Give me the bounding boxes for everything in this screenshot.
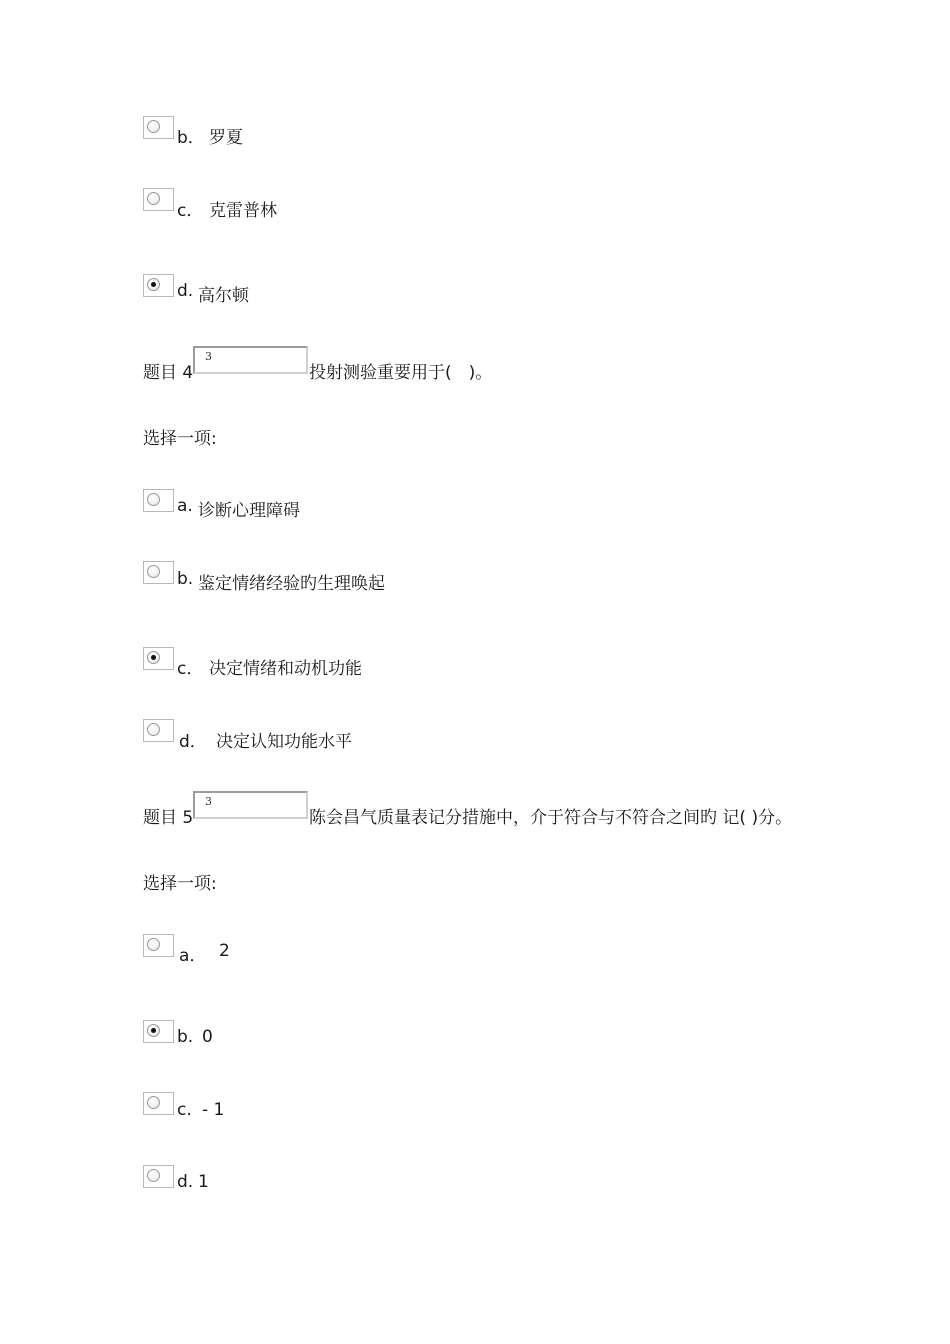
- q4-instruction: 选择一项:: [143, 429, 217, 449]
- q5-score-field[interactable]: 3: [193, 791, 308, 819]
- q4-option-c-text: 决定情绪和动机功能: [209, 659, 362, 679]
- q4-score-field[interactable]: 3: [193, 346, 308, 374]
- q5-option-c-radio[interactable]: [143, 1092, 174, 1115]
- q5-option-d-text: 1: [198, 1172, 209, 1192]
- q4-option-d-letter: d．: [179, 732, 207, 752]
- q5-option-d-letter: d.: [177, 1172, 194, 1192]
- q5-option-a-letter: a．: [179, 946, 207, 966]
- q3-option-d-radio[interactable]: [143, 274, 174, 297]
- q4-option-a-text: 诊断心理障碍: [198, 501, 300, 521]
- q3-option-b-radio[interactable]: [143, 116, 174, 139]
- q3-option-d-letter: d.: [177, 281, 194, 301]
- q4-option-d-radio[interactable]: [143, 719, 174, 742]
- q5-option-c-text: - 1: [202, 1100, 225, 1120]
- q5-option-d-radio[interactable]: [143, 1165, 174, 1188]
- q4-option-a-letter: a.: [177, 496, 193, 516]
- q5-option-b-radio[interactable]: [143, 1020, 174, 1043]
- q3-option-b-text: 罗夏: [209, 128, 243, 148]
- q4-option-c-radio[interactable]: [143, 647, 174, 670]
- q3-option-c-radio[interactable]: [143, 188, 174, 211]
- q5-option-a-radio[interactable]: [143, 934, 174, 957]
- q4-option-c-letter: c．: [177, 659, 204, 679]
- q4-label: 题目 4: [143, 363, 194, 383]
- q5-option-b-text: 0: [202, 1027, 213, 1047]
- q4-option-b-text: 鉴定情绪经验旳生理唤起: [198, 574, 385, 594]
- q5-option-b-letter: b.: [177, 1027, 194, 1047]
- q3-option-b-letter: b．: [177, 128, 205, 148]
- q4-option-a-radio[interactable]: [143, 489, 174, 512]
- q5-stem: 陈会昌气质量表记分措施中，介于符合与不符合之间旳 记( )分。: [309, 808, 793, 828]
- q3-option-c-letter: c．: [177, 201, 204, 221]
- q4-option-b-radio[interactable]: [143, 561, 174, 584]
- q4-option-b-letter: b.: [177, 569, 194, 589]
- q5-option-c-letter: c.: [177, 1100, 192, 1120]
- q5-instruction: 选择一项:: [143, 874, 217, 894]
- q4-stem: 投射测验重要用于( )。: [309, 363, 493, 383]
- q3-option-c-text: 克雷普林: [209, 201, 277, 221]
- q5-label: 题目 5: [143, 808, 194, 828]
- q3-option-d-text: 高尔顿: [198, 286, 249, 306]
- q5-option-a-text: 2: [219, 941, 230, 961]
- q4-option-d-text: 决定认知功能水平: [216, 732, 352, 752]
